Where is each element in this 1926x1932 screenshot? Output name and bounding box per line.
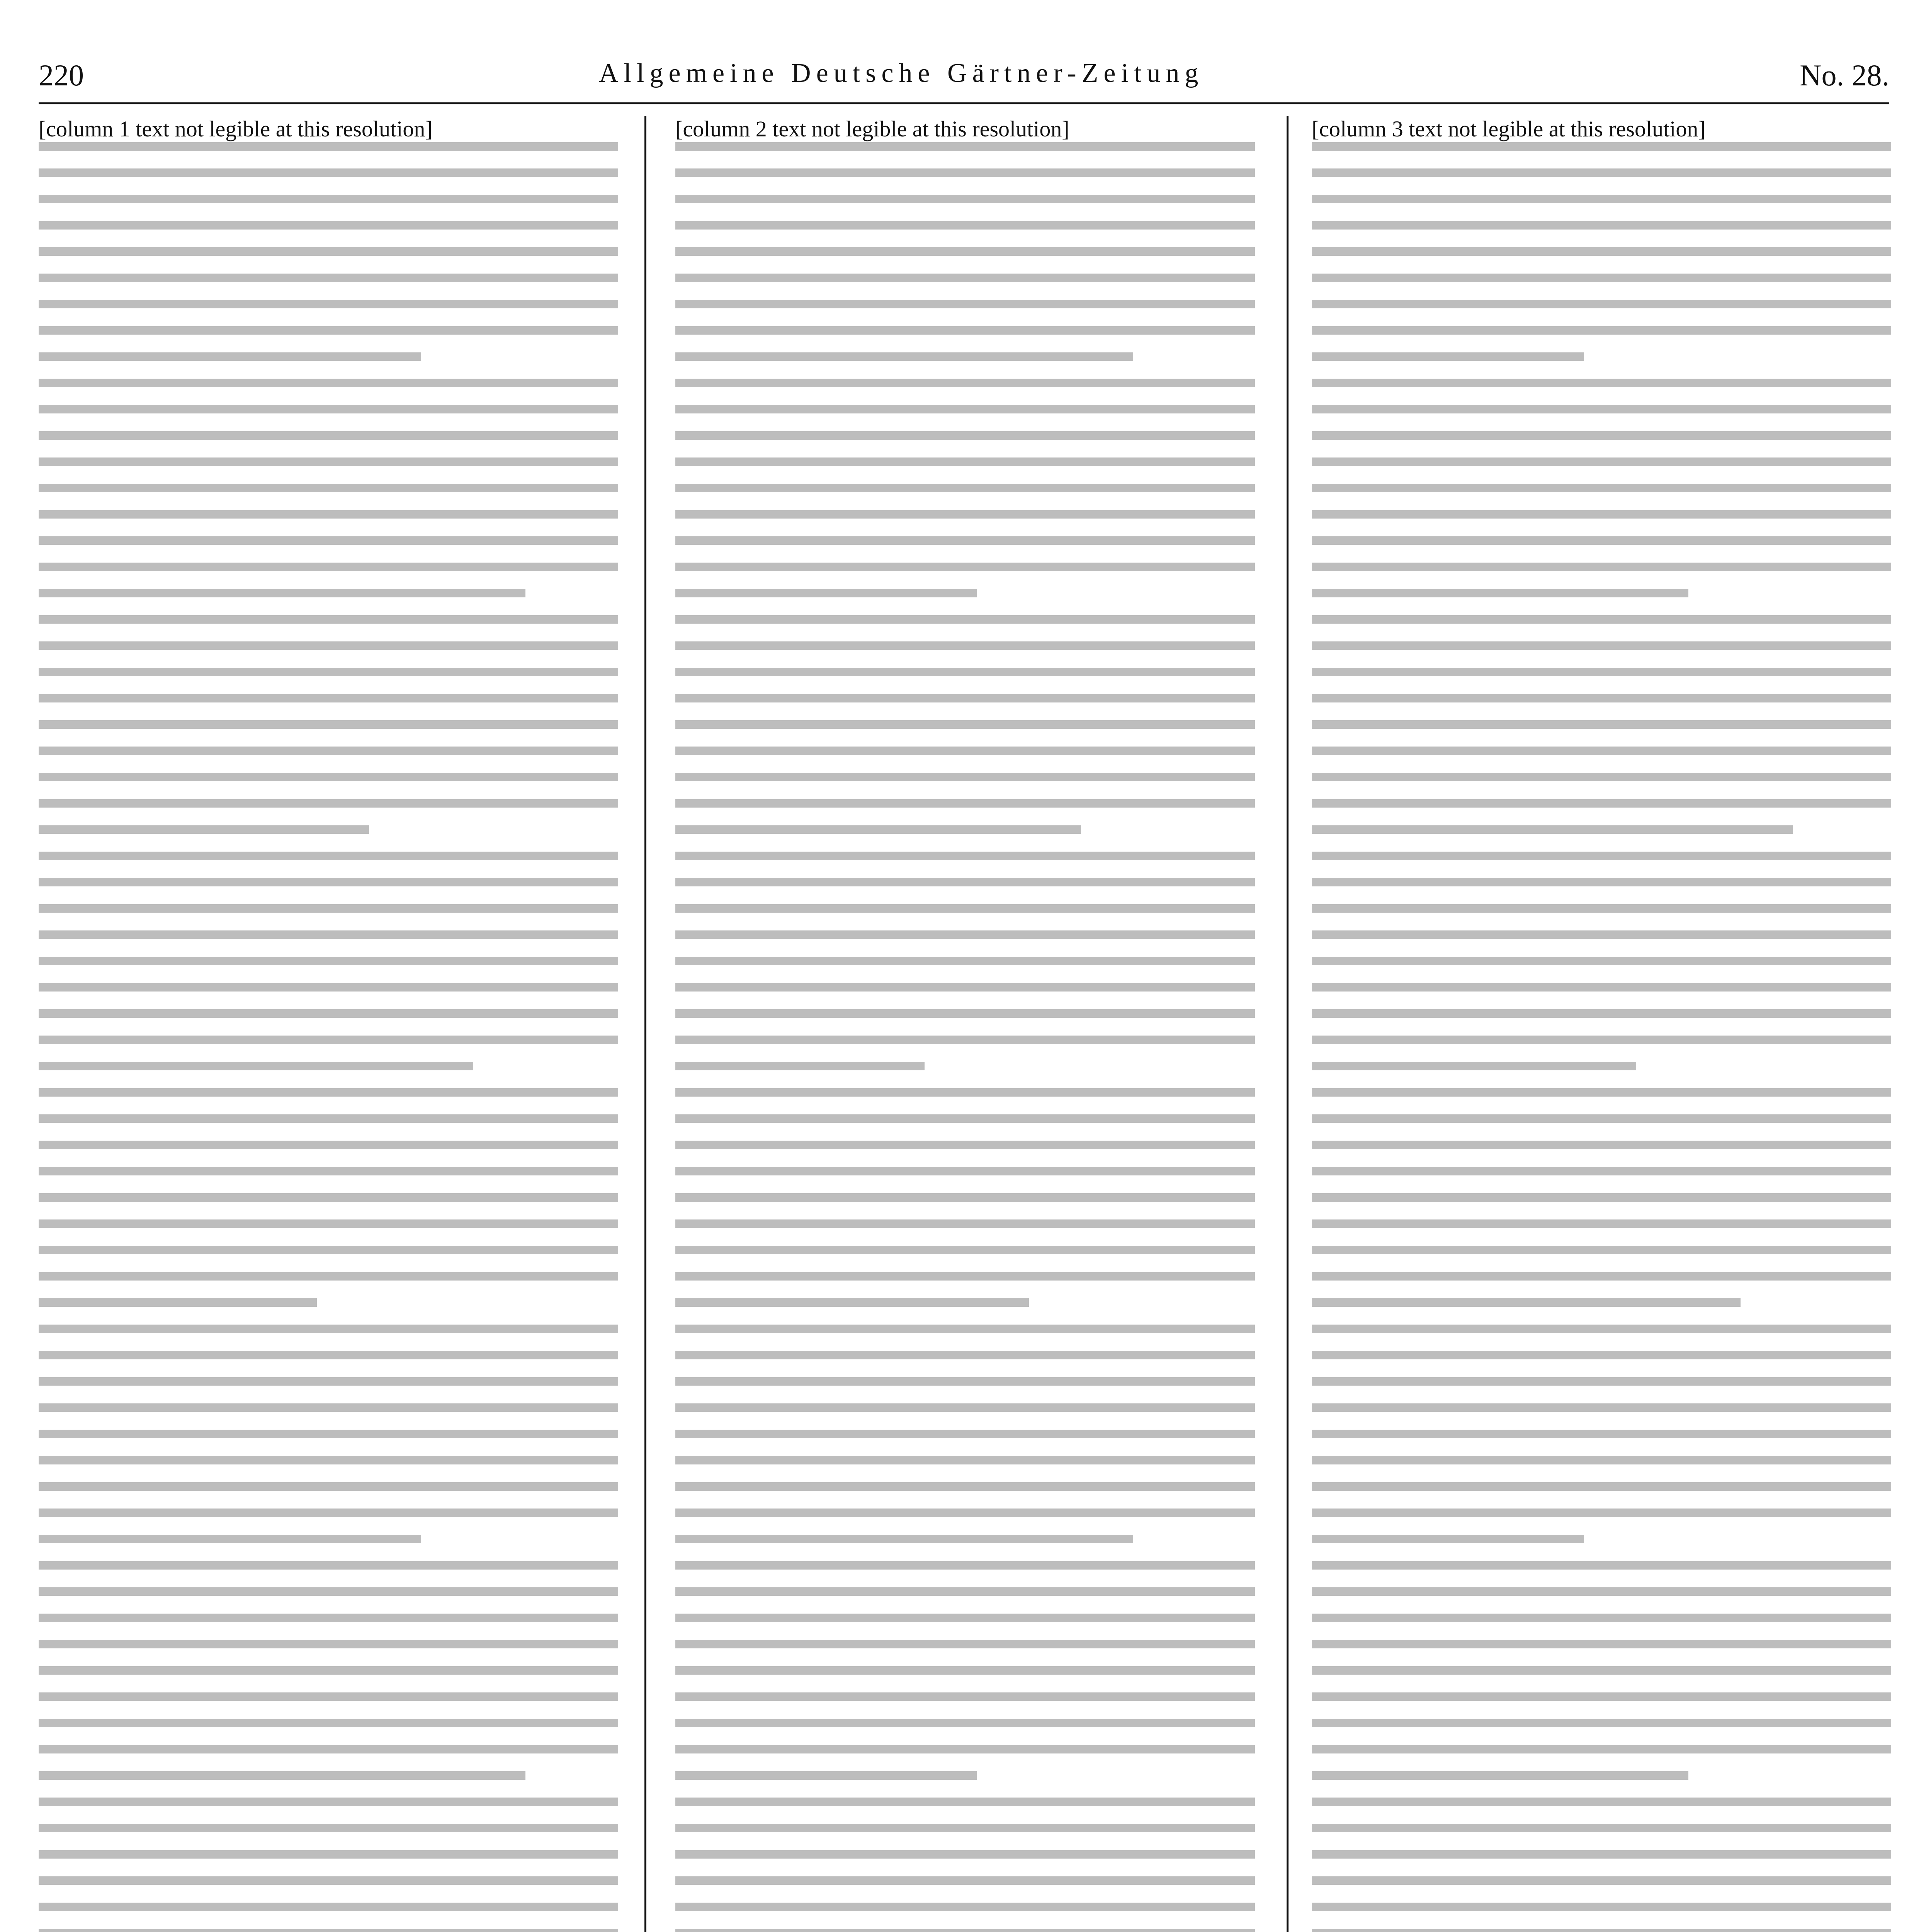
text-line-placeholder — [39, 1062, 473, 1070]
text-line-placeholder — [39, 1771, 525, 1780]
text-line-placeholder — [1312, 1167, 1891, 1175]
text-line-placeholder — [1312, 1876, 1891, 1885]
column-3-text: [column 3 text not legible at this resolution] — [1312, 116, 1706, 141]
text-line-placeholder — [1312, 930, 1891, 939]
text-line-placeholder — [675, 720, 1255, 729]
text-line-placeholder — [1312, 615, 1891, 624]
text-line-placeholder — [675, 1219, 1255, 1228]
text-line-placeholder — [1312, 852, 1891, 860]
text-line-placeholder — [675, 1745, 1255, 1753]
text-line-placeholder — [1312, 1377, 1891, 1386]
text-line-placeholder — [39, 1403, 618, 1412]
text-line-placeholder — [39, 1114, 618, 1123]
text-line-placeholder — [1312, 1219, 1891, 1228]
text-line-placeholder — [39, 168, 618, 177]
text-line-placeholder — [675, 1325, 1255, 1333]
text-line-placeholder — [1312, 1430, 1891, 1438]
text-line-placeholder — [675, 589, 977, 597]
text-line-placeholder — [39, 983, 618, 992]
text-line-placeholder — [1312, 168, 1891, 177]
text-line-placeholder — [39, 1929, 618, 1932]
text-line-placeholder — [675, 1009, 1255, 1018]
text-line-placeholder — [675, 484, 1255, 492]
text-line-placeholder — [39, 1535, 421, 1543]
text-line-placeholder — [39, 431, 618, 440]
text-line-placeholder — [1312, 1824, 1891, 1832]
text-line-placeholder — [1312, 352, 1584, 361]
text-line-placeholder — [39, 1692, 618, 1701]
text-line-placeholder — [39, 274, 618, 282]
text-line-placeholder — [675, 641, 1255, 650]
text-line-placeholder — [1312, 1456, 1891, 1464]
text-line-placeholder — [675, 1561, 1255, 1570]
text-line-placeholder — [39, 641, 618, 650]
text-line-placeholder — [1312, 747, 1891, 755]
text-line-placeholder — [39, 563, 618, 571]
text-line-placeholder — [39, 1298, 317, 1307]
text-line-placeholder — [1312, 1719, 1891, 1727]
text-line-placeholder — [39, 1850, 618, 1859]
text-line-placeholder — [39, 904, 618, 913]
text-line-placeholder — [39, 773, 618, 781]
text-line-placeholder — [39, 247, 618, 256]
text-line-placeholder — [675, 1771, 977, 1780]
text-line-placeholder — [39, 1377, 618, 1386]
text-column-2 — [675, 116, 1255, 1932]
text-line-placeholder — [39, 1219, 618, 1228]
text-line-placeholder — [675, 615, 1255, 624]
text-line-placeholder — [39, 1036, 618, 1044]
issue-number: No. 28. — [1800, 58, 1889, 92]
text-line-placeholder — [675, 773, 1255, 781]
text-line-placeholder — [39, 1587, 618, 1596]
column-divider — [1287, 116, 1289, 1932]
text-line-placeholder — [39, 484, 618, 492]
text-line-placeholder — [675, 1246, 1255, 1254]
text-line-placeholder — [39, 1167, 618, 1175]
text-line-placeholder — [675, 852, 1255, 860]
text-line-placeholder — [1312, 142, 1891, 151]
text-line-placeholder — [675, 1640, 1255, 1648]
text-line-placeholder — [675, 1062, 925, 1070]
text-line-placeholder — [1312, 957, 1891, 965]
text-line-placeholder — [1312, 563, 1891, 571]
text-line-placeholder — [1312, 1482, 1891, 1491]
text-line-placeholder — [39, 825, 369, 834]
text-line-placeholder — [39, 1640, 618, 1648]
text-line-placeholder — [1312, 457, 1891, 466]
text-line-placeholder — [675, 1929, 1255, 1932]
text-line-placeholder — [1312, 221, 1891, 230]
text-line-placeholder — [675, 1614, 1255, 1622]
text-line-placeholder — [675, 1036, 1255, 1044]
text-line-placeholder — [1312, 1141, 1891, 1149]
text-line-placeholder — [1312, 326, 1891, 335]
text-line-placeholder — [675, 668, 1255, 676]
text-line-placeholder — [39, 221, 618, 230]
text-line-placeholder — [675, 1088, 1255, 1097]
text-line-placeholder — [39, 1509, 618, 1517]
text-line-placeholder — [1312, 510, 1891, 519]
text-line-placeholder — [675, 1903, 1255, 1911]
text-line-placeholder — [675, 983, 1255, 992]
text-line-placeholder — [675, 1377, 1255, 1386]
text-line-placeholder — [39, 1193, 618, 1202]
text-line-placeholder — [1312, 1666, 1891, 1675]
text-line-placeholder — [675, 168, 1255, 177]
text-line-placeholder — [39, 615, 618, 624]
text-line-placeholder — [39, 1456, 618, 1464]
text-line-placeholder — [675, 1193, 1255, 1202]
text-line-placeholder — [39, 720, 618, 729]
text-line-placeholder — [1312, 1246, 1891, 1254]
text-line-placeholder — [1312, 1062, 1636, 1070]
text-line-placeholder — [675, 1509, 1255, 1517]
text-line-placeholder — [675, 563, 1255, 571]
text-line-placeholder — [1312, 1745, 1891, 1753]
text-line-placeholder — [675, 536, 1255, 545]
text-line-placeholder — [1312, 1036, 1891, 1044]
text-line-placeholder — [675, 379, 1255, 387]
text-line-placeholder — [675, 904, 1255, 913]
text-line-placeholder — [1312, 1298, 1741, 1307]
text-line-placeholder — [1312, 773, 1891, 781]
text-line-placeholder — [1312, 1272, 1891, 1281]
text-line-placeholder — [1312, 247, 1891, 256]
text-line-placeholder — [675, 1456, 1255, 1464]
text-line-placeholder — [675, 1587, 1255, 1596]
text-line-placeholder — [1312, 1325, 1891, 1333]
text-line-placeholder — [1312, 274, 1891, 282]
text-line-placeholder — [39, 747, 618, 755]
text-line-placeholder — [675, 1141, 1255, 1149]
text-line-placeholder — [39, 1009, 618, 1018]
page-header — [39, 58, 1889, 97]
text-line-placeholder — [1312, 1798, 1891, 1806]
text-line-placeholder — [1312, 1114, 1891, 1123]
text-line-placeholder — [39, 668, 618, 676]
text-line-placeholder — [39, 799, 618, 808]
text-line-placeholder — [675, 825, 1081, 834]
text-line-placeholder — [1312, 1640, 1891, 1648]
text-line-placeholder — [675, 510, 1255, 519]
column-2-text: [column 2 text not legible at this resolution] — [675, 116, 1069, 141]
text-line-placeholder — [1312, 1009, 1891, 1018]
text-line-placeholder — [1312, 379, 1891, 387]
text-line-placeholder — [675, 195, 1255, 203]
text-line-placeholder — [39, 1719, 618, 1727]
text-line-placeholder — [39, 1141, 618, 1149]
text-line-placeholder — [1312, 904, 1891, 913]
text-line-placeholder — [1312, 1088, 1891, 1097]
text-line-placeholder — [39, 142, 618, 151]
text-line-placeholder — [1312, 825, 1793, 834]
text-line-placeholder — [1312, 641, 1891, 650]
text-line-placeholder — [39, 1666, 618, 1675]
text-line-placeholder — [675, 1876, 1255, 1885]
header-rule — [39, 102, 1889, 104]
text-line-placeholder — [39, 1614, 618, 1622]
text-line-placeholder — [1312, 1403, 1891, 1412]
text-line-placeholder — [1312, 1903, 1891, 1911]
column-2-lines — [675, 142, 1255, 1932]
text-line-placeholder — [39, 405, 618, 413]
text-line-placeholder — [675, 1798, 1255, 1806]
text-line-placeholder — [39, 1745, 618, 1753]
text-line-placeholder — [675, 352, 1133, 361]
text-line-placeholder — [39, 1824, 618, 1832]
text-line-placeholder — [1312, 589, 1688, 597]
text-line-placeholder — [1312, 300, 1891, 308]
text-line-placeholder — [1312, 195, 1891, 203]
text-line-placeholder — [675, 1272, 1255, 1281]
text-line-placeholder — [39, 1088, 618, 1097]
text-line-placeholder — [39, 1430, 618, 1438]
text-line-placeholder — [675, 1666, 1255, 1675]
text-line-placeholder — [1312, 1929, 1891, 1932]
publication-title: Allgemeine Deutsche Gärtner-Zeitung — [599, 58, 1204, 88]
text-line-placeholder — [39, 930, 618, 939]
text-line-placeholder — [39, 589, 525, 597]
text-line-placeholder — [675, 142, 1255, 151]
text-line-placeholder — [1312, 405, 1891, 413]
text-line-placeholder — [1312, 878, 1891, 886]
text-line-placeholder — [1312, 799, 1891, 808]
text-line-placeholder — [675, 300, 1255, 308]
text-line-placeholder — [675, 1298, 1029, 1307]
text-line-placeholder — [39, 1903, 618, 1911]
text-line-placeholder — [675, 1114, 1255, 1123]
text-line-placeholder — [39, 1482, 618, 1491]
text-line-placeholder — [675, 457, 1255, 466]
text-line-placeholder — [39, 1246, 618, 1254]
text-line-placeholder — [39, 379, 618, 387]
text-line-placeholder — [675, 247, 1255, 256]
text-column-3 — [1312, 116, 1891, 1932]
text-line-placeholder — [1312, 1771, 1688, 1780]
text-line-placeholder — [39, 1876, 618, 1885]
text-line-placeholder — [675, 1719, 1255, 1727]
text-line-placeholder — [39, 1798, 618, 1806]
column-3-lines — [1312, 142, 1891, 1932]
text-line-placeholder — [675, 431, 1255, 440]
text-line-placeholder — [675, 1692, 1255, 1701]
text-line-placeholder — [39, 195, 618, 203]
text-line-placeholder — [39, 1272, 618, 1281]
text-line-placeholder — [39, 957, 618, 965]
text-line-placeholder — [39, 694, 618, 702]
text-line-placeholder — [675, 274, 1255, 282]
column-1-text: [column 1 text not legible at this resolution] — [39, 116, 433, 141]
text-line-placeholder — [39, 1561, 618, 1570]
text-line-placeholder — [675, 221, 1255, 230]
text-line-placeholder — [1312, 983, 1891, 992]
text-column-1 — [39, 116, 618, 1932]
text-line-placeholder — [39, 300, 618, 308]
text-line-placeholder — [675, 405, 1255, 413]
text-line-placeholder — [1312, 536, 1891, 545]
text-line-placeholder — [1312, 694, 1891, 702]
text-line-placeholder — [675, 1824, 1255, 1832]
column-divider — [644, 116, 646, 1932]
text-line-placeholder — [39, 878, 618, 886]
text-line-placeholder — [675, 878, 1255, 886]
text-line-placeholder — [39, 1351, 618, 1359]
text-line-placeholder — [1312, 1850, 1891, 1859]
text-line-placeholder — [1312, 1535, 1584, 1543]
text-line-placeholder — [39, 852, 618, 860]
column-1-lines — [39, 142, 618, 1932]
text-line-placeholder — [675, 1430, 1255, 1438]
text-line-placeholder — [1312, 1561, 1891, 1570]
text-line-placeholder — [675, 694, 1255, 702]
text-line-placeholder — [675, 799, 1255, 808]
text-line-placeholder — [675, 1482, 1255, 1491]
text-line-placeholder — [675, 1535, 1133, 1543]
text-line-placeholder — [39, 536, 618, 545]
text-line-placeholder — [39, 457, 618, 466]
text-line-placeholder — [1312, 720, 1891, 729]
text-line-placeholder — [675, 1850, 1255, 1859]
text-line-placeholder — [1312, 1614, 1891, 1622]
text-line-placeholder — [39, 1325, 618, 1333]
text-line-placeholder — [1312, 668, 1891, 676]
text-line-placeholder — [675, 1167, 1255, 1175]
text-line-placeholder — [39, 510, 618, 519]
text-line-placeholder — [1312, 1509, 1891, 1517]
text-line-placeholder — [39, 352, 421, 361]
page-number: 220 — [39, 58, 84, 92]
text-line-placeholder — [675, 1351, 1255, 1359]
text-line-placeholder — [39, 326, 618, 335]
text-line-placeholder — [1312, 1692, 1891, 1701]
text-line-placeholder — [675, 957, 1255, 965]
text-line-placeholder — [675, 930, 1255, 939]
text-line-placeholder — [1312, 1351, 1891, 1359]
text-line-placeholder — [675, 326, 1255, 335]
text-line-placeholder — [675, 747, 1255, 755]
text-line-placeholder — [1312, 484, 1891, 492]
text-line-placeholder — [1312, 1587, 1891, 1596]
text-line-placeholder — [1312, 1193, 1891, 1202]
text-line-placeholder — [1312, 431, 1891, 440]
text-line-placeholder — [675, 1403, 1255, 1412]
